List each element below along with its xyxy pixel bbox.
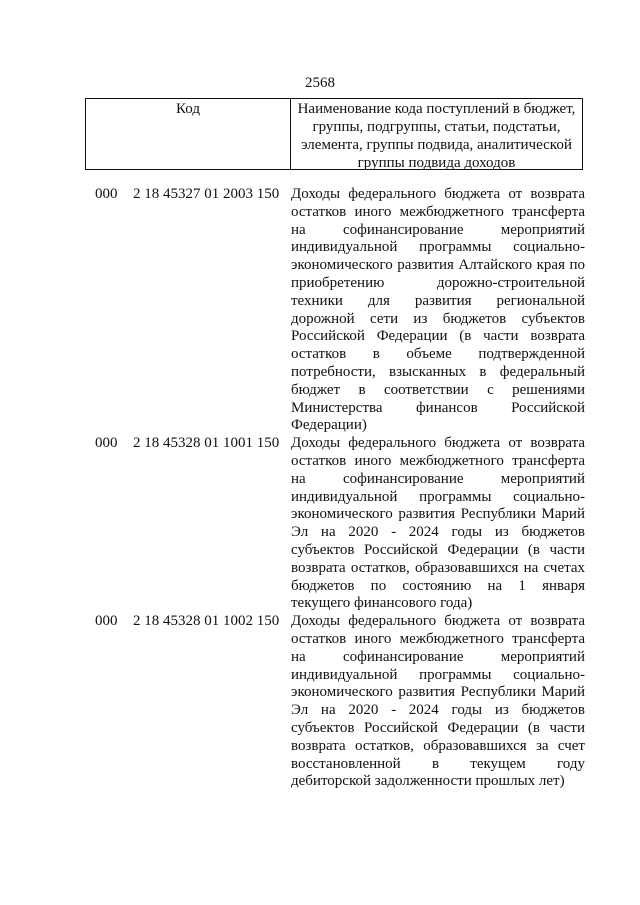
page-number: 2568 <box>305 75 335 91</box>
table-header <box>85 98 583 170</box>
header-name-column: Наименование кода поступлений в бюджет, группы, подгруппы, статьи, подстатьи, элемента, группы подвида, аналитической группы подвида доходов <box>297 101 576 171</box>
row-income-code: 2 18 45328 01 1002 150 <box>133 613 280 630</box>
row-description: Доходы федерального бюджета от возврата остатков иного межбюджетного трансферта на софинансирование мероприятий индивидуальной программы социально-экономического развития Алтайского края по приобретению дорожно-строительной техники для развития региональной дорожной сети из бюджетов субъектов Российской Федерации (в части возврата остатков в объеме подтвержденной потребности, взысканных в федеральный бюджет в соответствии с решениями Министерства финансов Российской Федерации) <box>291 186 585 434</box>
row-income-code: 2 18 45328 01 1001 150 <box>133 435 280 452</box>
table-row <box>95 613 585 791</box>
header-code-column: Код <box>86 99 291 169</box>
row-description: Доходы федерального бюджета от возврата остатков иного межбюджетного трансферта на софинансирование мероприятий индивидуальной программы социально-экономического развития Республики Марий Эл на 2020 - 2024 годы из бюджетов субъектов Российской Федерации (в части возврата остатков, образовавшихся за счет восстановленной в текущем году дебиторской задолженности прошлых лет) <box>291 613 585 790</box>
row-admin-code: 000 <box>95 613 118 630</box>
row-admin-code: 000 <box>95 435 118 452</box>
row-income-code: 2 18 45327 01 2003 150 <box>133 186 280 202</box>
table-row <box>95 435 585 613</box>
table-row <box>95 186 585 435</box>
row-description: Доходы федерального бюджета от возврата остатков иного межбюджетного трансферта на софинансирование мероприятий индивидуальной программы социально-экономического развития Республики Марий Эл на 2020 - 2024 годы из бюджетов субъектов Российской Федерации (в части возврата остатков, образовавшихся на счетах бюджетов по состоянию на 1 января текущего финансового года) <box>291 435 585 612</box>
row-admin-code: 000 <box>95 186 118 202</box>
table-body <box>95 186 585 791</box>
